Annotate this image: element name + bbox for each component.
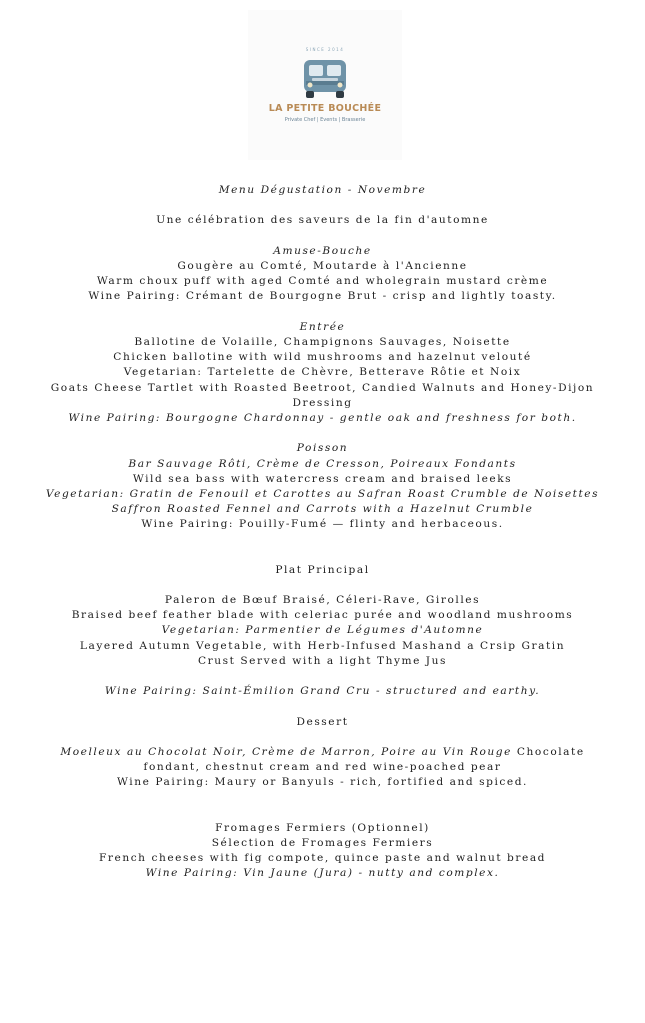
fromages-heading: Fromages Fermiers (Optionnel): [215, 821, 430, 834]
poisson-dish-en: Wild sea bass with watercress cream and braised leeks: [132, 472, 513, 485]
dessert-heading: Dessert: [296, 715, 349, 728]
fromages-dish-fr: Sélection de Fromages Fermiers: [211, 836, 434, 849]
plat-dish-fr: Paleron de Bœuf Braisé, Céleri-Rave, Girolles: [164, 594, 481, 606]
plat-wine: Wine Pairing: Saint-Émilion Grand Cru - structured and earthy.: [104, 685, 541, 698]
entree-heading: Entrée: [299, 320, 346, 333]
amuse-wine: Wine Pairing: Crémant de Bourgogne Brut - crisp and lightly toasty.: [88, 290, 557, 303]
amuse-dish-en: Warm choux puff with aged Comté and wholegrain mustard crème: [96, 275, 549, 288]
poisson-veg-en: Saffron Roasted Fennel and Carrots with a Hazelnut Crumble: [111, 503, 534, 516]
menu: [0, 183, 645, 881]
amuse-dish-fr: Gougère au Comté, Moutarde à l'Ancienne: [177, 259, 468, 272]
amuse-heading: Amuse-Bouche: [273, 244, 372, 257]
menu-subtitle: Une célébration des saveurs de la fin d'automne: [156, 214, 489, 227]
poisson-dish-fr: Bar Sauvage Rôti, Crème de Cresson, Poireaux Fondants: [128, 457, 517, 470]
logo-tagline: Private Chef | Events | Brasserie: [284, 117, 366, 123]
menu-title: Menu Dégustation - Novembre: [218, 184, 427, 196]
poisson-wine: Wine Pairing: Pouilly-Fumé — flinty and herbaceous.: [141, 518, 504, 531]
plat-heading: Plat Principal: [275, 563, 370, 576]
plat-veg-en-2: Crust Served with a light Thyme Jus: [198, 654, 447, 667]
entree-dish-fr: Ballotine de Volaille, Champignons Sauvages, Noisette: [134, 335, 511, 348]
dessert-dish: [35, 745, 610, 775]
plat-dish-en: Braised beef feather blade with celeriac purée and woodland mushrooms: [71, 609, 574, 622]
entree-veg-en: Goats Cheese Tartlet with Roasted Beetroot, Candied Walnuts and Honey-Dijon Dressing: [50, 381, 595, 409]
dessert-dish-en: Chocolate fondant, chestnut cream and red wine-poached pear: [143, 745, 585, 774]
plat-veg-fr: Vegetarian: Parmentier de Légumes d'Automne: [161, 624, 484, 637]
entree-dish-en: Chicken ballotine with wild mushrooms and hazelnut velouté: [113, 351, 532, 364]
plat-veg-en-1: Layered Autumn Vegetable, with Herb-Infused Mashand a Crsip Gratin: [79, 639, 566, 652]
logo-name: LA PETITE BOUCHÉE: [268, 103, 382, 114]
dessert-wine: Wine Pairing: Maury or Banyuls - rich, fortified and spiced.: [117, 776, 528, 789]
fromages-wine: Wine Pairing: Vin Jaune (Jura) - nutty and complex.: [145, 867, 500, 880]
logo: [248, 10, 402, 160]
entree-veg-fr: Vegetarian: Tartelette de Chèvre, Betterave Rôtie et Noix: [123, 366, 522, 379]
poisson-heading: Poisson: [296, 442, 349, 455]
entree-wine: Wine Pairing: Bourgogne Chardonnay - gentle oak and freshness for both.: [68, 412, 577, 424]
logo-since-text: SINCE 2014: [305, 47, 345, 52]
fromages-dish-en: French cheeses with fig compote, quince paste and walnut bread: [98, 852, 547, 864]
dessert-dish-fr: Moelleux au Chocolat Noir, Crème de Marron, Poire au Vin Rouge: [60, 745, 512, 758]
food-truck-icon: [300, 57, 350, 101]
poisson-veg-fr: Vegetarian: Gratin de Fenouil et Carottes au Safran Roast Crumble de Noisettes: [45, 488, 600, 500]
